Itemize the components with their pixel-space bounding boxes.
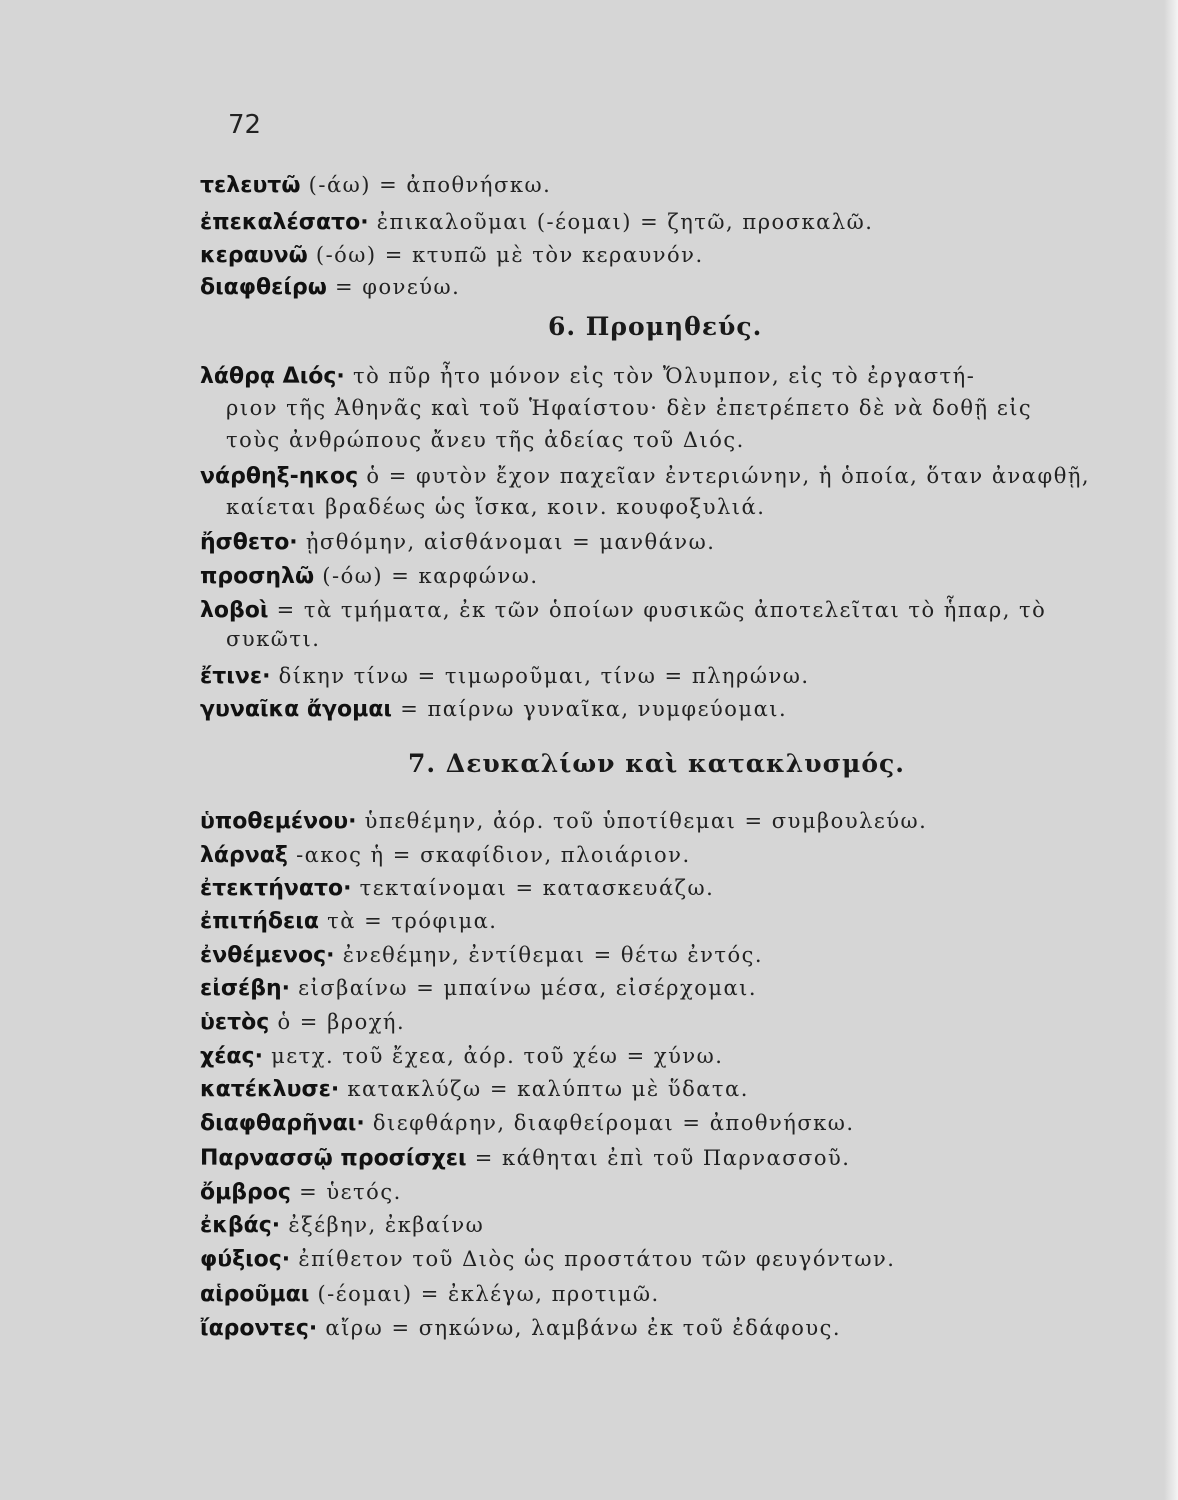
entry-headword: γυναῖκα ἄγομαι [200, 697, 393, 722]
glossary-entry [200, 1177, 402, 1208]
entry-continuation: συκῶτι. [226, 627, 321, 651]
glossary-entry [200, 1143, 850, 1174]
entry-headword: ὑποθεμένου· [200, 809, 357, 834]
entry-definition: (-έομαι) = ἐκλέγω, προτιμῶ. [309, 1282, 660, 1306]
entry-definition: δίκην τίνω = τιμωροῦμαι, τίνω = πληρώνω. [270, 664, 810, 688]
entry-headword: ἐπεκαλέσατο· [200, 210, 369, 235]
glossary-entry [200, 1074, 749, 1105]
entry-headword: ἔτινε· [200, 664, 271, 689]
page-edge [1164, 0, 1178, 1500]
entry-headword: ἐνθέμενος· [200, 943, 335, 968]
entry-definition: ὁ = φυτὸν ἔχον παχεῖαν ἐντεριώνην, ἡ ὁποία, ὅταν ἀναφθῇ, [358, 464, 1091, 488]
glossary-entry [200, 527, 715, 558]
entry-headword: ἤσθετο· [200, 530, 298, 555]
glossary-entry [200, 1313, 841, 1344]
glossary-entry [200, 561, 539, 592]
glossary-entry [200, 1108, 855, 1139]
glossary-entry [200, 361, 975, 392]
entry-headword: ἐκβάς· [200, 1213, 281, 1238]
entry-headword: προσηλῶ [200, 564, 315, 589]
entry-definition: τεκταίνομαι = κατασκευάζω. [351, 876, 715, 900]
entry-definition: εἰσβαίνω = μπαίνω μέσα, εἰσέρχομαι. [289, 976, 758, 1000]
entry-definition: (-όω) = κτυπῶ μὲ τὸν κεραυνόν. [307, 243, 704, 267]
glossary-entry [200, 461, 1090, 492]
entry-headword: ἴαροντες· [200, 1316, 318, 1341]
glossary-entry [200, 1210, 484, 1241]
entry-headword: εἰσέβη· [200, 976, 290, 1001]
entry-definition: = παίρνω γυναῖκα, νυμφεύομαι. [392, 697, 788, 721]
glossary-entry [200, 906, 497, 937]
entry-definition: κατακλύζω = καλύπτω μὲ ὕδατα. [339, 1077, 749, 1101]
entry-definition: τὰ = τρόφιμα. [318, 909, 498, 933]
glossary-entry [200, 840, 691, 871]
entry-definition: = τὰ τμήματα, ἐκ τῶν ὁποίων φυσικῶς ἀποτελεῖται τὸ ἧπαρ, τὸ [268, 598, 1047, 622]
section-title: 7. Δευκαλίων καὶ κατακλυσμός. [408, 749, 905, 778]
glossary-entry [200, 806, 927, 837]
glossary-entry [200, 940, 763, 971]
glossary-entry [200, 170, 551, 201]
entry-headword: ἐτεκτήνατο· [200, 876, 352, 901]
glossary-entry [200, 272, 460, 303]
glossary-entry [200, 1041, 723, 1072]
entry-headword: ὑετὸς [200, 1010, 270, 1035]
glossary-entry [200, 873, 714, 904]
entry-continuation: τοὺς ἀνθρώπους ἄνευ τῆς ἀδείας τοῦ Διός. [226, 428, 745, 452]
entry-definition: (-όω) = καρφώνω. [314, 564, 539, 588]
entry-headword: κατέκλυσε· [200, 1077, 340, 1102]
entry-definition: τὸ πῦρ ἦτο μόνον εἰς τὸν Ὄλυμπον, εἰς τὸ ἐργαστή- [344, 364, 976, 388]
entry-definition: (-άω) = ἀποθνήσκω. [300, 173, 552, 197]
entry-continuation: καίεται βραδέως ὡς ἴσκα, κοιν. κουφοξυλιά. [226, 495, 766, 519]
glossary-entry [200, 1007, 405, 1038]
entry-definition: διεφθάρην, διαφθείρομαι = ἀποθνήσκω. [364, 1111, 855, 1135]
entry-headword: ἐπιτήδεια [200, 909, 319, 934]
entry-headword: χέας· [200, 1044, 263, 1069]
entry-definition: ἐνεθέμην, ἐντίθεμαι = θέτω ἐντός. [334, 943, 764, 967]
glossary-entry [200, 1279, 660, 1310]
entry-headword: κεραυνῶ [200, 243, 308, 268]
glossary-entry [200, 694, 787, 725]
entry-definition: = κάθηται ἐπὶ τοῦ Παρνασσοῦ. [466, 1146, 851, 1170]
glossary-entry [200, 661, 810, 692]
entry-headword: διαφθαρῆναι· [200, 1111, 365, 1136]
entry-headword: τελευτῶ [200, 173, 301, 198]
section-title: 6. Προμηθεύς. [548, 312, 763, 341]
entry-definition: ᾐσθόμην, αἰσθάνομαι = μανθάνω. [297, 530, 716, 554]
entry-definition: = ὑετός. [290, 1180, 402, 1204]
entry-definition: ὁ = βροχή. [269, 1010, 406, 1034]
entry-definition: ἐξέβην, ἐκβαίνω [280, 1213, 485, 1237]
entry-definition: ἐπικαλοῦμαι (-έομαι) = ζητῶ, προσκαλῶ. [368, 210, 874, 234]
entry-definition: μετχ. τοῦ ἔχεα, ἀόρ. τοῦ χέω = χύνω. [262, 1044, 724, 1068]
entry-definition: ἐπίθετον τοῦ Διὸς ὡς προστάτου τῶν φευγόντων. [290, 1247, 896, 1271]
entry-headword: νάρθηξ-ηκος [200, 464, 359, 489]
entry-headword: λάρναξ [200, 843, 288, 868]
entry-headword: λοβοὶ [200, 598, 269, 623]
glossary-entry [200, 1244, 895, 1275]
entry-definition: = φονεύω. [326, 275, 461, 299]
glossary-entry [200, 595, 1046, 626]
entry-headword: διαφθείρω [200, 275, 327, 300]
entry-headword: αἱροῦμαι [200, 1282, 310, 1307]
entry-headword: Παρνασσῷ προσίσχει [200, 1146, 467, 1171]
entry-headword: ὄμβρος [200, 1180, 291, 1205]
entry-definition: -ακος ἡ = σκαφίδιον, πλοιάριον. [287, 843, 691, 867]
entry-definition: αἴρω = σηκώνω, λαμβάνω ἐκ τοῦ ἐδάφους. [317, 1316, 842, 1340]
entry-headword: φύξιος· [200, 1247, 291, 1272]
entry-headword: λάθρᾳ Διός· [200, 364, 345, 389]
page-number: 72 [228, 110, 262, 140]
glossary-entry [200, 207, 873, 238]
entry-continuation: ριον τῆς Ἀθηνᾶς καὶ τοῦ Ἡφαίστου· δὲν ἐπετρέπετο δὲ νὰ δοθῇ εἰς [226, 396, 1033, 420]
glossary-entry [200, 240, 704, 271]
glossary-entry [200, 973, 757, 1004]
entry-definition: ὑπεθέμην, ἀόρ. τοῦ ὑποτίθεμαι = συμβουλεύω. [356, 809, 928, 833]
